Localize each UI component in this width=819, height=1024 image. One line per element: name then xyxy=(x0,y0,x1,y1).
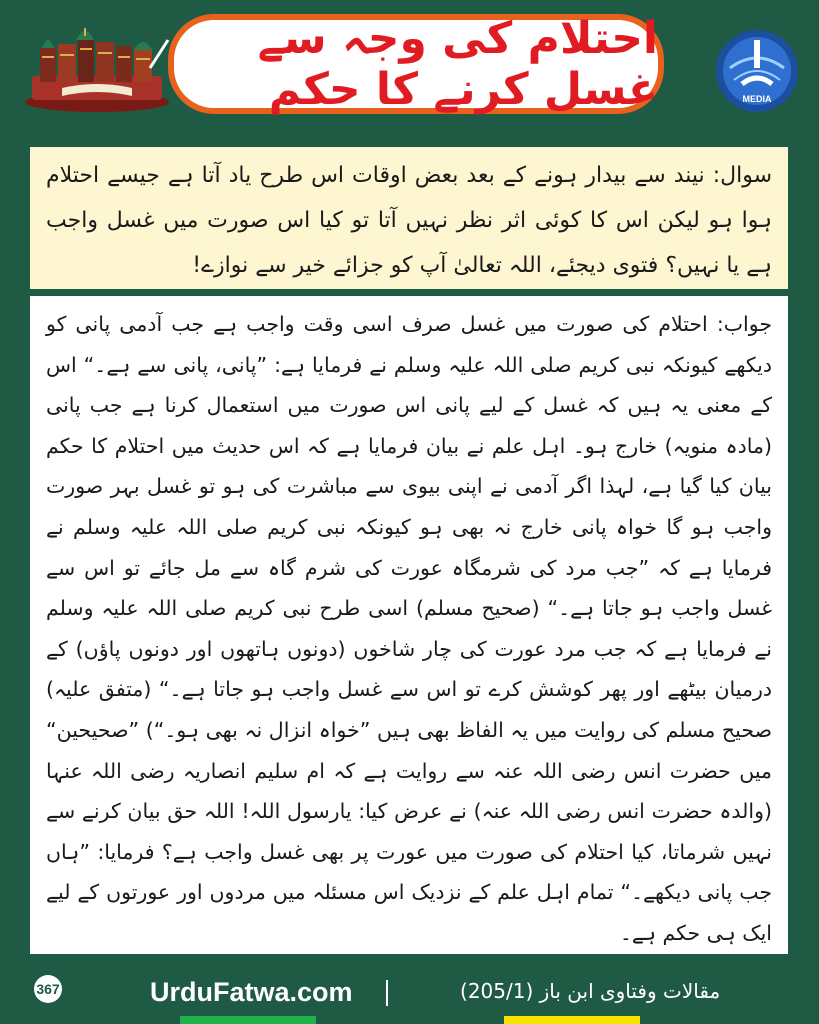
question-section xyxy=(30,147,788,289)
footer-divider xyxy=(386,980,388,1006)
website-link[interactable]: UrduFatwa.com xyxy=(150,977,353,1007)
page-number-badge: 367 xyxy=(34,975,62,1003)
green-accent-bar xyxy=(180,1016,316,1024)
title-banner xyxy=(168,14,664,114)
question-text: سوال: نیند سے بیدار ہونے کے بعد بعض اوقات اس طرح یاد آتا ہے جیسے احتلام ہوا ہو لیکن اس کا کوئی اثر نظر نہیں آتا تو کیا اس صورت میں غسل واجب ہے یا نہیں؟ فتوی دیجئے، اللہ تعالیٰ آپ کو جزائے خیر سے نوازے! xyxy=(46,163,772,278)
yellow-accent-bar xyxy=(504,1016,640,1024)
page-title: احتلام کی وجہ سے غسل کرنے کا حکم xyxy=(257,13,658,115)
muhaddith-logo-icon xyxy=(714,28,800,114)
logo-label: MEDIA xyxy=(742,94,772,104)
books-icon xyxy=(22,28,172,114)
answer-text: جواب: احتلام کی صورت میں غسل صرف اسی وقت واجب ہے جب آدمی پانی کو دیکھے کیونکہ نبی کریم صلی اللہ علیہ وسلم نے فرمایا ہے: ”پانی، پانی سے ہے۔“ اس کے معنی یہ ہیں کہ غسل کے لیے پانی اس صورت میں استعمال کرنا ہے جب پانی (مادہ منویہ) خارج ہو۔ اہل علم نے بیان فرمایا ہے کہ اس حدیث میں احتلام کا حکم بیان کیا گیا ہے، لہذا اگر آدمی نے اپنی بیوی سے مباشرت کی ہو تو غسل بہر صورت واجب ہو گا خواہ پانی خارج نہ بھی ہو کیونکہ نبی کریم صلی اللہ علیہ وسلم نے فرمایا ہے کہ ”جب مرد کی شرمگاہ عورت کی شرم گاہ سے مل جائے تو اس سے غسل واجب ہو جاتا ہے۔“ (صحیح مسلم) اسی طرح نبی کریم صلی اللہ علیہ وسلم نے فرمایا ہے کہ جب مرد عورت کی چار شاخوں (دونوں ہاتھوں اور دونوں پاؤں) کے درمیان بیٹھے اور پھر کوشش کرے تو اس سے غسل واجب ہو جاتا ہے۔“ (متفق علیہ) صحیح مسلم کی روایت میں یہ الفاظ بھی ہیں ”خواہ انزال نہ بھی ہو۔“) ”صحیحین“ میں حضرت انس رضی اللہ عنہ سے روایت ہے کہ ام سلیم انصاریہ رضی اللہ عنہا (والدہ حضرت انس رضی اللہ عنہ) نے عرض کیا: یارسول اللہ! اللہ حق بیان کرنے سے نہیں شرماتا، کیا احتلام کی صورت میں عورت پر بھی غسل واجب ہے؟ فرمایا: ”ہاں جب پانی دیکھے۔“ تمام اہل علم کے نزدیک اس مسئلہ میں مردوں اور عورتوں کے لیے ایک ہی حکم ہے۔ xyxy=(46,312,772,945)
source-reference: مقالات وفتاوی ابن باز (205/1) xyxy=(460,979,721,1003)
answer-section xyxy=(30,296,788,954)
